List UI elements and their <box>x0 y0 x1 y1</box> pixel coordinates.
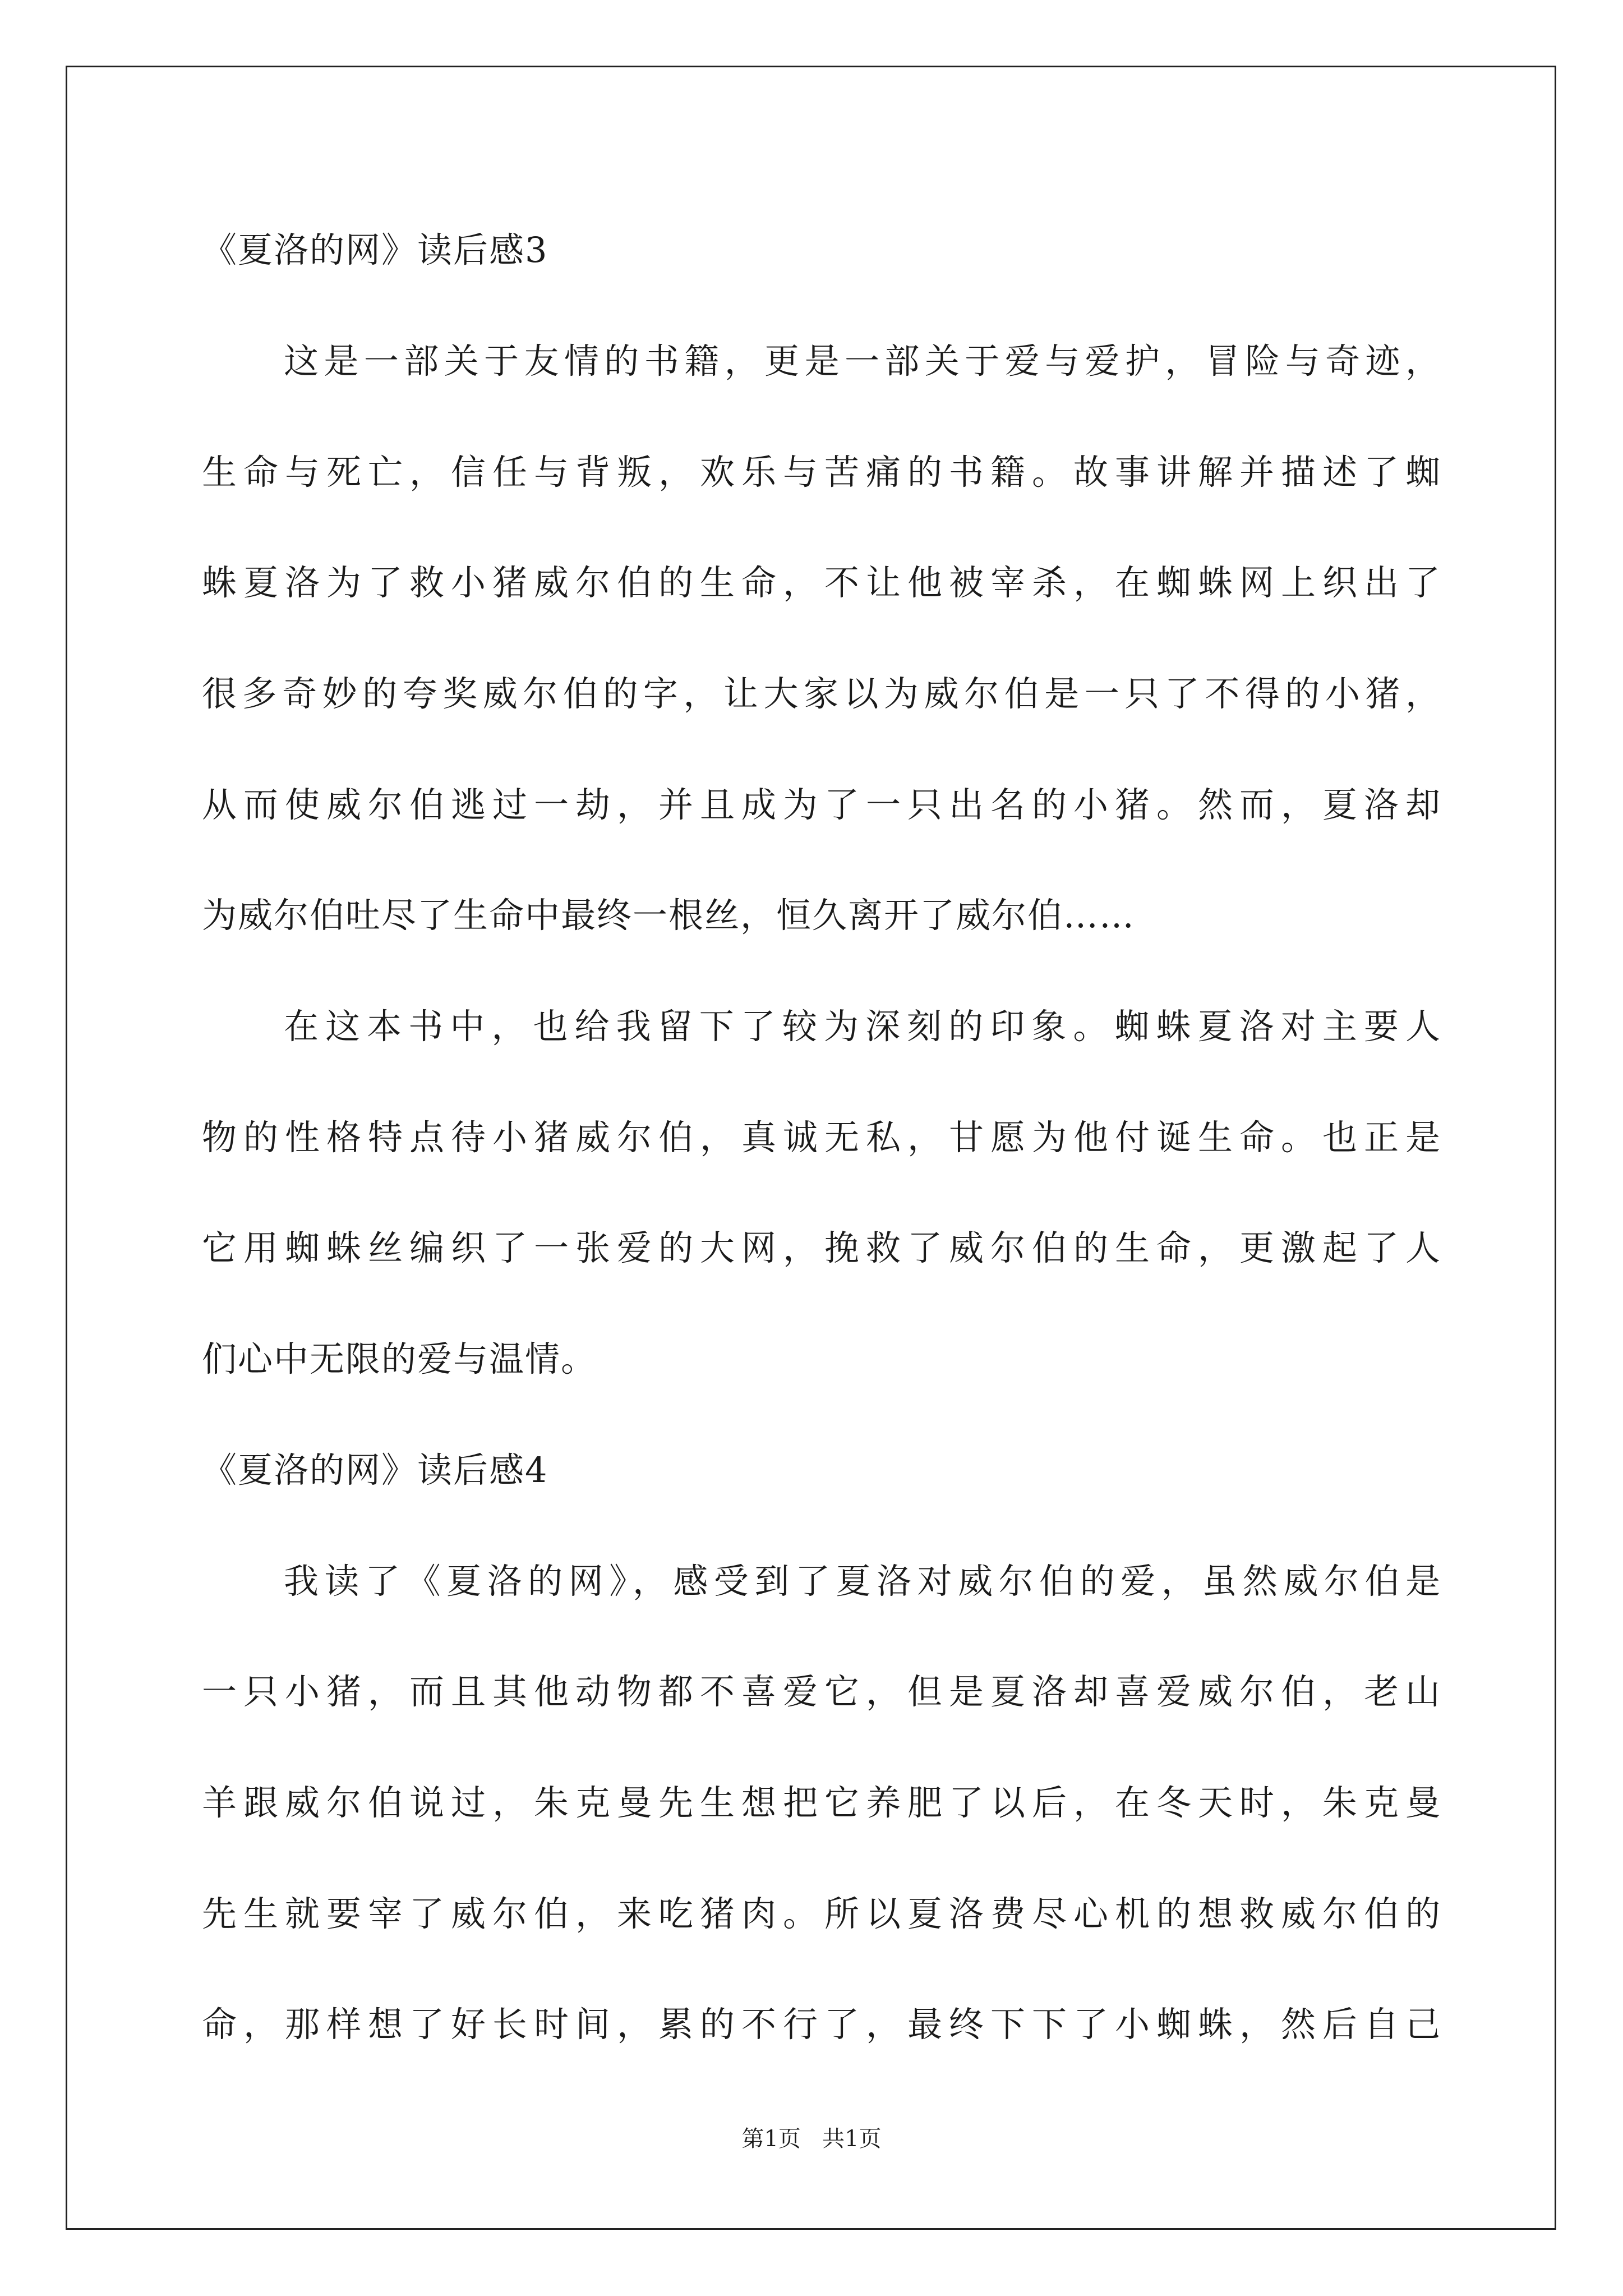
section-heading: 《夏洛的网》读后感3 <box>202 229 548 270</box>
paragraph-line: 为威尔伯吐尽了生命中最终一根丝，恒久离开了威尔伯…… <box>202 895 1136 936</box>
paragraph-line: 生命与死亡，信任与背叛，欢乐与苦痛的书籍。故事讲解并描述了蜘 <box>202 452 1441 493</box>
section-heading: 《夏洛的网》读后感4 <box>202 1450 548 1490</box>
paragraph-line: 一只小猪，而且其他动物都不喜爱它，但是夏洛却喜爱威尔伯，老山 <box>202 1671 1441 1712</box>
page-footer: 第1页 共1页 <box>741 2126 882 2152</box>
paragraph-line: 命，那样想了好长时间，累的不行了，最终下下了小蜘蛛，然后自己 <box>202 2004 1441 2045</box>
paragraph-line: 先生就要宰了威尔伯，来吃猪肉。所以夏洛费尽心机的想救威尔伯的 <box>202 1893 1441 1934</box>
paragraph-line: 蛛夏洛为了救小猪威尔伯的生命，不让他被宰杀，在蜘蛛网上织出了 <box>202 562 1441 603</box>
paragraph-line: 这是一部关于友情的书籍，更是一部关于爱与爱护，冒险与奇迹， <box>284 341 1441 381</box>
paragraph-line: 从而使威尔伯逃过一劫，并且成为了一只出名的小猪。然而，夏洛却 <box>202 784 1441 825</box>
paragraph-line: 在这本书中，也给我留下了较为深刻的印象。蜘蛛夏洛对主要人 <box>284 1006 1441 1047</box>
paragraph-line: 我读了《夏洛的网》，感受到了夏洛对威尔伯的爱，虽然威尔伯是 <box>284 1561 1441 1602</box>
paragraph-line: 们心中无限的爱与温情。 <box>202 1338 597 1379</box>
paragraph-line: 羊跟威尔伯说过，朱克曼先生想把它养肥了以后，在冬天时，朱克曼 <box>202 1782 1441 1823</box>
paragraph-line: 很多奇妙的夸奖威尔伯的字，让大家以为威尔伯是一只了不得的小猪， <box>202 673 1441 714</box>
paragraph-line: 物的性格特点待小猪威尔伯，真诚无私，甘愿为他付诞生命。也正是 <box>202 1117 1441 1158</box>
paragraph-line: 它用蜘蛛丝编织了一张爱的大网，挽救了威尔伯的生命，更激起了人 <box>202 1227 1441 1268</box>
